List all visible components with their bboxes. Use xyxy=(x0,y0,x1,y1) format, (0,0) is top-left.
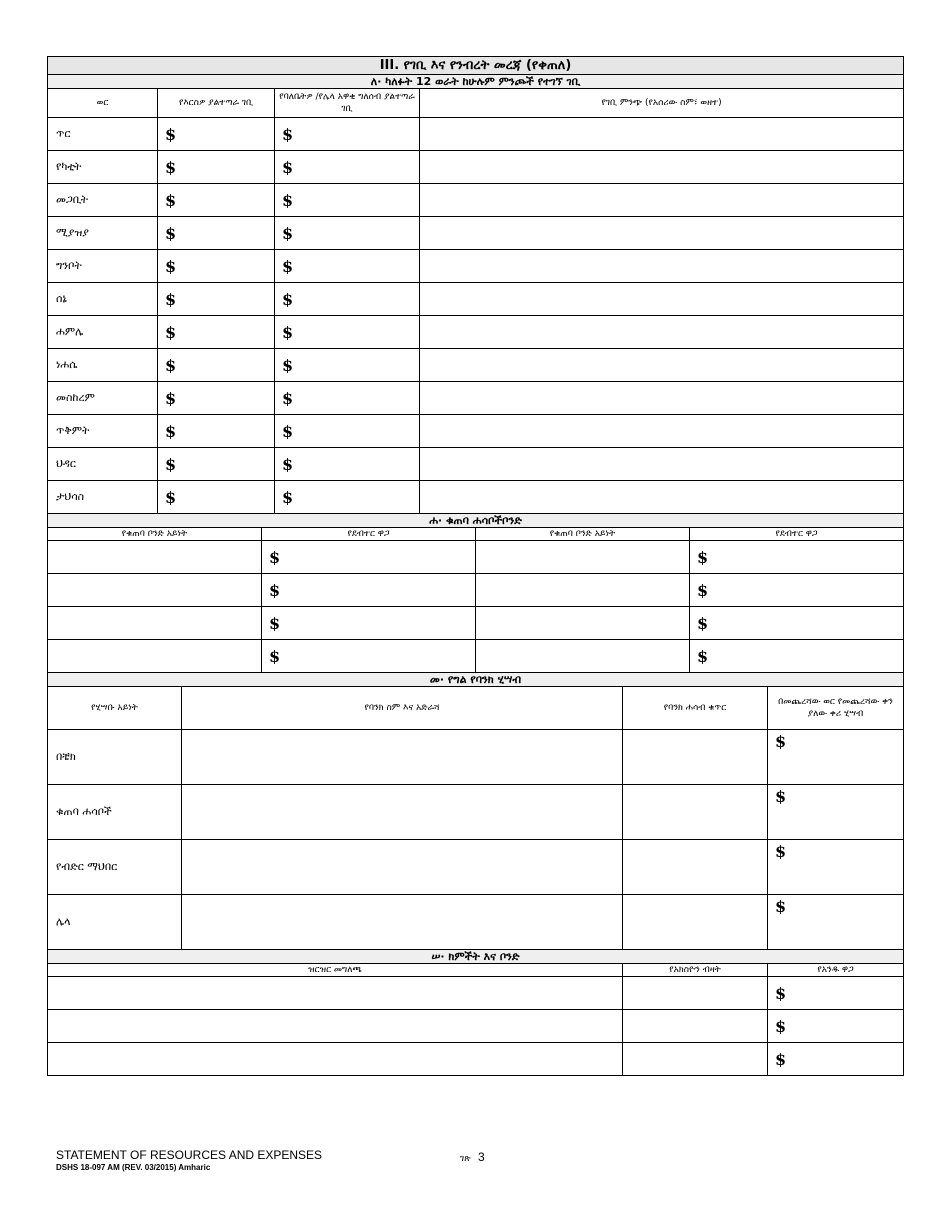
your-income-field[interactable]: $ xyxy=(158,349,275,382)
description-column-header: ዝርዝር መግለጫ xyxy=(48,964,623,977)
your-income-field[interactable]: $ xyxy=(158,250,275,283)
last-balance-field[interactable]: $ xyxy=(768,895,904,950)
account-number-field[interactable] xyxy=(623,895,768,950)
your-income-field[interactable]: $ xyxy=(158,217,275,250)
income-subtitle: ለ· ካለፉት 12 ወራት ከሁሉም ምንጮች የተገኘ ገቢ xyxy=(48,75,904,89)
spouse-income-field[interactable]: $ xyxy=(275,118,420,151)
stock-description-field[interactable] xyxy=(48,1010,623,1043)
bank-accounts-title: መ· የግል የባንክ ሂሣብ xyxy=(48,673,904,687)
income-source-field[interactable] xyxy=(420,184,904,217)
page-number: 3 xyxy=(478,1150,485,1164)
income-source-field[interactable] xyxy=(420,118,904,151)
your-income-field[interactable]: $ xyxy=(158,184,275,217)
bond-type-field[interactable] xyxy=(476,607,690,640)
bank-account-row xyxy=(48,730,904,785)
bond-value-field[interactable]: $ xyxy=(262,541,476,574)
month-label: ጥቅምት xyxy=(48,415,158,448)
spouse-income-field[interactable]: $ xyxy=(275,250,420,283)
income-source-field[interactable] xyxy=(420,250,904,283)
account-number-field[interactable] xyxy=(623,785,768,840)
bond-value-field[interactable]: $ xyxy=(262,640,476,673)
income-row xyxy=(48,382,904,415)
month-label: ግንቦት xyxy=(48,250,158,283)
bond-value-field[interactable]: $ xyxy=(690,607,904,640)
unit-value-field[interactable]: $ xyxy=(768,1010,904,1043)
bank-account-row xyxy=(48,840,904,895)
bank-name-field[interactable] xyxy=(182,895,623,950)
income-source-field[interactable] xyxy=(420,217,904,250)
income-source-field[interactable] xyxy=(420,316,904,349)
bond-type-column-header: የቁጠባ ቦንድ አይነት xyxy=(48,528,262,541)
account-type-label: ሌላ xyxy=(48,895,182,950)
income-source-column-header: የገቢ ምንጭ (የአሰሪው ስም፣ ወዘተ) xyxy=(420,89,904,118)
income-row xyxy=(48,283,904,316)
last-balance-field[interactable]: $ xyxy=(768,730,904,785)
income-row xyxy=(48,415,904,448)
last-balance-field[interactable]: $ xyxy=(768,785,904,840)
your-income-field[interactable]: $ xyxy=(158,316,275,349)
month-label: ታህሳስ xyxy=(48,481,158,514)
account-number-field[interactable] xyxy=(623,730,768,785)
income-source-field[interactable] xyxy=(420,349,904,382)
bond-value-column-header: የደብተር ዋጋ xyxy=(262,528,476,541)
unit-value-field[interactable]: $ xyxy=(768,977,904,1010)
stocks-bonds-title: ሠ· ክምችት እና ቦንድ xyxy=(48,950,904,964)
bank-account-row xyxy=(48,895,904,950)
account-number-field[interactable] xyxy=(623,840,768,895)
savings-bond-row xyxy=(48,640,904,673)
month-label: ጥር xyxy=(48,118,158,151)
bond-type-field[interactable] xyxy=(476,640,690,673)
spouse-income-field[interactable]: $ xyxy=(275,415,420,448)
bond-type-field[interactable] xyxy=(48,541,262,574)
month-label: የካቲት xyxy=(48,151,158,184)
income-row xyxy=(48,316,904,349)
income-row xyxy=(48,349,904,382)
bond-type-field[interactable] xyxy=(476,541,690,574)
account-type-label: በቼክ xyxy=(48,730,182,785)
spouse-income-field[interactable]: $ xyxy=(275,283,420,316)
income-table xyxy=(47,56,904,514)
unit-value-column-header: የአንዱ ዋጋ xyxy=(768,964,904,977)
spouse-income-field[interactable]: $ xyxy=(275,316,420,349)
your-income-field[interactable]: $ xyxy=(158,448,275,481)
bank-name-field[interactable] xyxy=(182,730,623,785)
income-source-field[interactable] xyxy=(420,151,904,184)
spouse-income-column-header: የባለቤትዎ /የሌላ አዋቂ ግለሰብ ያልተጣራ ገቢ xyxy=(275,89,420,118)
account-type-column-header: የሂሣቡ አይነት xyxy=(48,687,182,730)
bond-value-field[interactable]: $ xyxy=(690,574,904,607)
bond-value-field[interactable]: $ xyxy=(690,541,904,574)
unit-value-field[interactable]: $ xyxy=(768,1043,904,1076)
stock-row xyxy=(48,1010,904,1043)
month-label: መጋቢት xyxy=(48,184,158,217)
income-row xyxy=(48,184,904,217)
savings-bond-row xyxy=(48,574,904,607)
stock-description-field[interactable] xyxy=(48,977,623,1010)
section-title: III. የገቢ እና የንብረት መረጃ (የቀጠለ) xyxy=(48,57,904,75)
last-balance-column-header: በመጨረሻው ወር የመጨረሻው ቀን ያለው ቀሪ ሂሣብ xyxy=(768,687,904,730)
month-label: መስከረም xyxy=(48,382,158,415)
income-source-field[interactable] xyxy=(420,283,904,316)
month-label: ነሐሴ xyxy=(48,349,158,382)
income-row xyxy=(48,217,904,250)
bank-accounts-table xyxy=(47,672,904,950)
shares-column-header: የአክስዮን ብዛት xyxy=(623,964,768,977)
your-income-field[interactable]: $ xyxy=(158,481,275,514)
form-page xyxy=(47,56,903,1076)
income-row xyxy=(48,250,904,283)
bond-value-field[interactable]: $ xyxy=(690,640,904,673)
income-source-field[interactable] xyxy=(420,448,904,481)
last-balance-field[interactable]: $ xyxy=(768,840,904,895)
savings-bonds-table xyxy=(47,513,904,673)
bond-value-field[interactable]: $ xyxy=(262,574,476,607)
spouse-income-field[interactable]: $ xyxy=(275,217,420,250)
spouse-income-field[interactable]: $ xyxy=(275,151,420,184)
bank-name-column-header: የባንክ ስም እና አድራሻ xyxy=(182,687,623,730)
bond-type-field[interactable] xyxy=(476,574,690,607)
account-type-label: የብድር ማህበር xyxy=(48,840,182,895)
spouse-income-field[interactable]: $ xyxy=(275,448,420,481)
bond-type-field[interactable] xyxy=(48,607,262,640)
income-row xyxy=(48,481,904,514)
bank-name-field[interactable] xyxy=(182,785,623,840)
your-income-field[interactable]: $ xyxy=(158,151,275,184)
month-label: ሰኔ xyxy=(48,283,158,316)
account-type-label: ቁጠባ ሐሳቦች xyxy=(48,785,182,840)
income-source-field[interactable] xyxy=(420,481,904,514)
month-label: ህዳር xyxy=(48,448,158,481)
your-income-field[interactable]: $ xyxy=(158,283,275,316)
savings-bond-row xyxy=(48,607,904,640)
bond-type-column-header: የቁጠባ ቦንድ አይነት xyxy=(476,528,690,541)
month-column-header: ወር xyxy=(48,89,158,118)
income-row xyxy=(48,118,904,151)
savings-bonds-title: ሐ· ቁጠባ ሐሳቦችቦንድ xyxy=(48,514,904,528)
your-income-column-header: የእርስዎ ያልተጣራ ገቢ xyxy=(158,89,275,118)
spouse-income-field[interactable]: $ xyxy=(275,349,420,382)
stock-row xyxy=(48,1043,904,1076)
income-row xyxy=(48,448,904,481)
income-source-field[interactable] xyxy=(420,415,904,448)
stock-description-field[interactable] xyxy=(48,1043,623,1076)
savings-bond-row xyxy=(48,541,904,574)
spouse-income-field[interactable]: $ xyxy=(275,481,420,514)
income-source-field[interactable] xyxy=(420,382,904,415)
spouse-income-field[interactable]: $ xyxy=(275,184,420,217)
stocks-bonds-table xyxy=(47,949,904,1076)
your-income-field[interactable]: $ xyxy=(158,415,275,448)
bank-account-row xyxy=(48,785,904,840)
form-number: DSHS 18-097 AM (REV. 03/2015) Amharic xyxy=(56,1163,211,1172)
spouse-income-field[interactable]: $ xyxy=(275,382,420,415)
bond-value-column-header: የደብተር ዋጋ xyxy=(690,528,904,541)
page-label: ገጽ xyxy=(460,1153,471,1163)
stock-row xyxy=(48,977,904,1010)
month-label: ሐምሌ xyxy=(48,316,158,349)
shares-field[interactable] xyxy=(623,977,768,1010)
your-income-field[interactable]: $ xyxy=(158,382,275,415)
bond-type-field[interactable] xyxy=(48,640,262,673)
your-income-field[interactable]: $ xyxy=(158,118,275,151)
footer-title: STATEMENT OF RESOURCES AND EXPENSES xyxy=(56,1148,323,1162)
bond-type-field[interactable] xyxy=(48,574,262,607)
bond-value-field[interactable]: $ xyxy=(262,607,476,640)
page-indicator xyxy=(460,1150,485,1164)
shares-field[interactable] xyxy=(623,1010,768,1043)
month-label: ሚያዝያ xyxy=(48,217,158,250)
bank-name-field[interactable] xyxy=(182,840,623,895)
account-number-column-header: የባንክ ሐሳብ ቁጥር xyxy=(623,687,768,730)
income-row xyxy=(48,151,904,184)
shares-field[interactable] xyxy=(623,1043,768,1076)
